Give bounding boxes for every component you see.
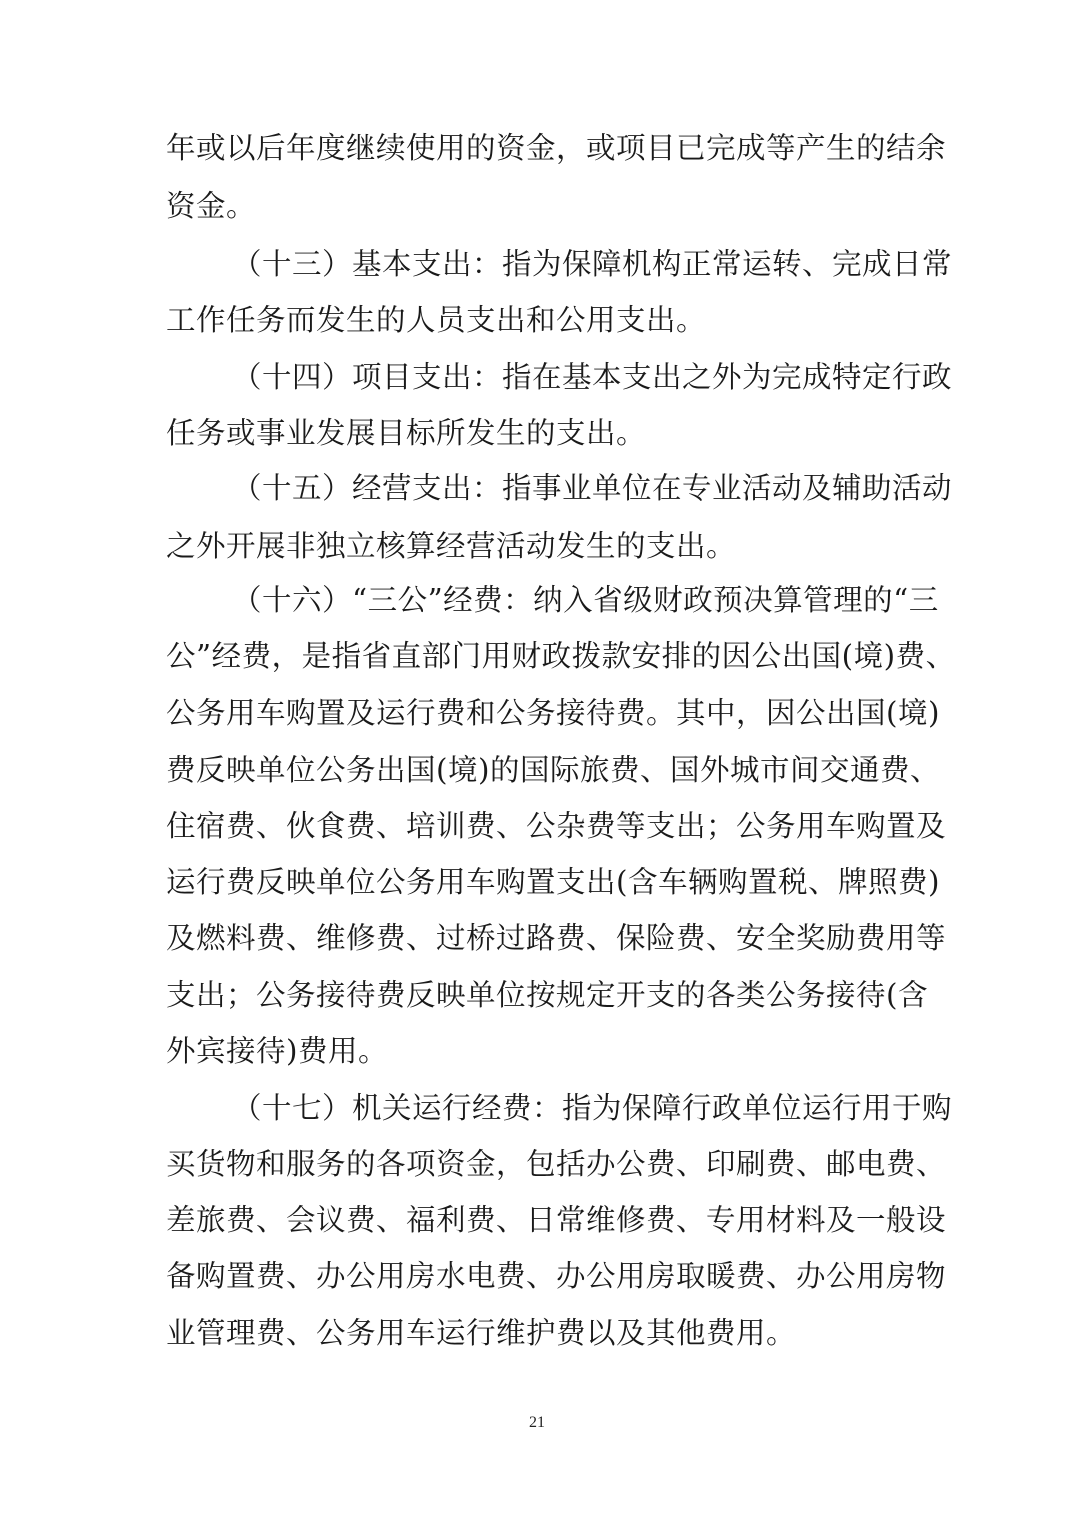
text-line: 备购置费、办公用房水电费、办公用房取暖费、办公用房物	[166, 1259, 947, 1293]
text-line: 公”经费，是指省直部门用财政拨款安排的因公出国(境)费、	[166, 639, 956, 673]
text-line: （十四）项目支出：指在基本支出之外为完成特定行政	[232, 360, 953, 394]
text-line: 之外开展非独立核算经营活动发生的支出。	[166, 529, 737, 563]
text-line: 运行费反映单位公务用车购置支出(含车辆购置税、牌照费)	[166, 865, 941, 899]
page-number: 21	[529, 1414, 545, 1431]
text-line: 费反映单位公务出国(境)的国际旅费、国外城市间交通费、	[166, 753, 941, 787]
text-line: 差旅费、会议费、福利费、日常维修费、专用材料及一般设	[166, 1203, 947, 1237]
text-line: （十六）“三公”经费：纳入省级财政预决算管理的“三	[232, 583, 939, 617]
text-line: 工作任务而发生的人员支出和公用支出。	[166, 303, 707, 337]
text-line: （十三）基本支出：指为保障机构正常运转、完成日常	[232, 247, 953, 281]
text-line: 公务用车购置及运行费和公务接待费。其中，因公出国(境)	[166, 696, 941, 730]
text-line: （十七）机关运行经费：指为保障行政单位运行用于购	[232, 1091, 953, 1125]
text-line: 业管理费、公务用车运行维护费以及其他费用。	[166, 1316, 797, 1350]
text-line: 买货物和服务的各项资金，包括办公费、印刷费、邮电费、	[166, 1147, 947, 1181]
text-line: 外宾接待)费用。	[166, 1034, 389, 1068]
text-line: （十五）经营支出：指事业单位在专业活动及辅助活动	[232, 471, 953, 505]
text-line: 住宿费、伙食费、培训费、公杂费等支出；公务用车购置及	[166, 809, 947, 843]
text-line: 及燃料费、维修费、过桥过路费、保险费、安全奖励费用等	[166, 921, 947, 955]
text-line: 支出；公务接待费反映单位按规定开支的各类公务接待(含	[166, 978, 929, 1012]
text-line: 年或以后年度继续使用的资金，或项目已完成等产生的结余	[166, 131, 947, 165]
text-line: 任务或事业发展目标所发生的支出。	[166, 416, 647, 450]
text-line: 资金。	[166, 189, 257, 223]
